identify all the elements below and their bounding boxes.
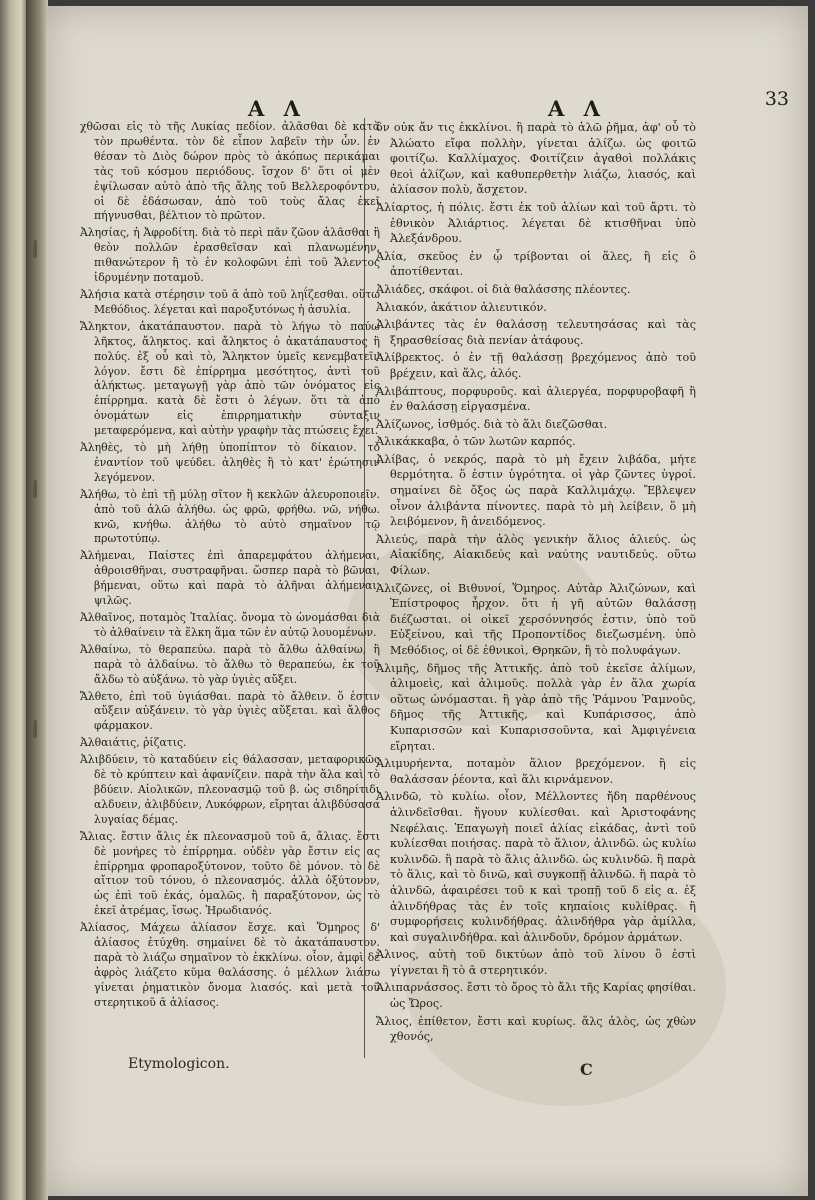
footer-title: Etymologicon. [128,1056,230,1072]
entry-paragraph: Ἀλικάκκαβα, ὁ τῶν λωτῶν καρπός. [376,435,576,449]
entry-paragraph: Ἀλησίας, ἡ Ἀφροδίτη. διὰ τὸ περὶ πᾶν ζῶον ἀλᾶσθαι ἢ θεὸν πολλῶν ἐρασθεῖσαν καὶ πλανωμένην. πιθανώτερον ἢ τὸ ἐν κολοφῶνι ἐπὶ τοῦ Ἄλεντος ἱδρυμένην ποταμοῦ. [80,226,380,285]
entry-paragraph: Ἀλιβάντες τὰς ἐν θαλάσσῃ τελευτησάσας καὶ τὰς ξηρασθείσας διὰ πενίαν ἀτάφους. [376,318,696,347]
entry-paragraph: Ἀλίβας, ὁ νεκρός, παρὰ τὸ μὴ ἔχειν λιβάδα, μήτε θερμότητα. ὅ ἐστιν ὑγρότητα. οἱ γὰρ ζῶντες ὑγροί. σημαίνει δὲ ὄξος ὡς παρὰ Καλλιμάχῳ. Ἔβλεψεν οἶνον ἀλιβάντα πίνοντες. παρὰ τὸ μὴ λείβειν, ὅ μὴ λειβόμενον, ἢ ἀνειδόμενος. [376,452,696,529]
previous-page-edge [0,0,26,1200]
entry-paragraph: Ἀλιακόν, ἀκάτιον ἁλιευτικόν. [376,300,547,314]
running-head-right: Α Λ [548,96,606,121]
entry-paragraph: Ἀλήθω, τὸ ἐπὶ τῇ μύλῃ σῖτον ἢ κεκλῶν ἀλευροποιεῖν. ἀπὸ τοῦ ἀλῶ ἀλήθω. ὡς φρῶ, φρήθω. νῶ, νήθω. κνῶ, κνήθω. ἀλήθω τὸ αὐτὸ σημαῖνον τῷ πρωτοτύπῳ. [80,487,380,546]
signature-mark: C [580,1060,593,1079]
binding-thread [33,480,37,498]
entry-paragraph: Ἀλθαῖνος, ποταμὸς Ἰταλίας. ὄνομα τὸ ὠνομάσθαι διὰ τὸ ἀλθαίνειν τὰ ἕλκη ἅμα τῶν ἐν αὐτῷ λουομένων. [80,611,380,639]
entry-paragraph: Ἀλήμεναι, Παίστες ἐπὶ ἀπαρεμφάτου ἀλήμεναι, ἀθροισθῆναι, συστραφῆναι. ὥσπερ παρὰ τὸ βῶναι, βήμεναι, οὕτω καὶ παρὰ τὸ ἀλῆναι ἀλήμεναι, ψιλῶς. [80,549,380,608]
entry-paragraph: Ἀλθαίνω, τὸ θεραπεύω. παρὰ τὸ ἄλθω ἀλθαίνω, ἢ παρὰ τὸ ἀλδαίνω. τὸ ἄλθω τὸ θεραπεύω, ἐκ τοῦ ἄλδω τὸ αὐξάνω. τὸ γὰρ ὑγιὲς αὔξει. [80,642,380,686]
entry-paragraph: Ἀλιμυρήεντα, ποταμὸν ἅλιον βρεχόμενον. ἢ εἰς θαλάσσαν ῥέοντα, καὶ ἅλι κιρνάμενον. [376,757,696,786]
entry-paragraph: Ἀληθὲς, τὸ μὴ λήθῃ ὑποπίπτον τὸ δίκαιον. τὸ ἐναντίον τοῦ ψεύδει. ἀληθὲς ἢ τὸ κατ' ἐρώτησιν λεγόμενον. [80,441,380,484]
entry-paragraph: Ἀλίασος, Μάχεω ἀλίασον ἔσχε. καὶ Ὅμηρος δ' ἀλίασος ἐτύχθη. σημαίνει δὲ τὸ ἀκατάπαυστον. παρὰ τὸ λιάζω σημαῖνον τὸ ἐκκλίνω. οἷον, ἀμφὶ δὲ ἀφρὸς λιάζετο κῦμα θαλάσσης. ὁ μέλλων λιάσω γίνεται ῥηματικὸν ὄνομα λιασός. καὶ μετὰ τοῦ στερητικοῦ ᾱ ἀλίασος. [80,921,380,1009]
entry-paragraph: ὃν οὐκ ἄν τις ἐκκλίνοι. ἢ παρὰ τὸ ἀλῶ ῥῆμα, ἀφ' οὗ τὸ Ἀλώατο εἴφα πολλὴν, γίνεται ἀλίζω. ὡς φοιτῶ φοιτίζω. Καλλίμαχος. Φοιτίζειν ἀγαθοὶ πολλάκις θεοὶ ἀλίζων, καὶ καθυπερθετὴν λιάζω, λιασός, καὶ ἀλίασον πολὺ, ἄσχετον. [376,121,696,197]
entry-paragraph: Ἀλιβδύειν, τὸ καταδύειν εἰς θάλασσαν, μεταφορικῶς δὲ τὸ κρύπτειν καὶ ἀφανίζειν. παρὰ τὴν ἅλα καὶ τὸ βδύειν. Αἰολικῶν, πλεονασμῷ τοῦ β. ὡς σιδηρίτιδι αλδυειν, ἀλιβδύειν, Λυκόφρων, εἴρηται ἀλιβδύσασα λυγαίας δέμας. [80,753,380,826]
entry-paragraph: Ἀλιπαρνάσσος. ἔστι τὸ ὄρος τὸ ἄλι τῆς Καρίας φησίθαι. ὡς Ὤρος. [376,981,696,1011]
entry-paragraph: Ἀλίζωνος, ἰσθμός. διὰ τὸ ἅλι διεζῶσθαι. [376,417,608,431]
entry-paragraph: χθῶσαι εἰς τὸ τῆς Λυκίας πεδίον. ἀλᾶσθαι δὲ κατὰ τὸν πρωθέντα. τὸν δὲ εἶπον λαβεῖν τὴν ὧν. ἐν θέσαν τὸ Διὸς δώρον πρὸς τὸ ἀκόπως περικάμαι τὰς τοῦ κόσμου περιόδους. ἴσχον δ' ὅτι οἱ μὲν ἐψίλωσαν αὐτὸ ἀπὸ τῆς ἄλης τοῦ Βελλεροφόντου, οἱ δὲ ἐδάσωσαν, ἀπὸ τοῦ τοὺς ἄλας ἐκεῖ πήγνυσθαι, βέλτιον τὸ πρῶτον. [80,120,380,223]
binding-thread [33,720,37,738]
entry-paragraph: Ἀλήσια κατὰ στέρησιν τοῦ ᾱ ἀπὸ τοῦ ληΐζεσθαι. οὕτω Μεθόδιος. λέγεται καὶ παροξυτόνως ἡ ἀσυλία. [80,287,380,316]
entry-paragraph: Ἄληκτον, ἀκατάπαυστον. παρὰ τὸ λήγω τὸ παύω λῆκτος, ἄληκτος. καὶ ἄληκτος ὁ ἀκατάπαυστος ἢ πολύς. ἐξ οὗ καὶ τὸ, Ἄληκτον ὑμεῖς κενεμβατεῖν λόγον. ἔστι δὲ ἐπίρρημα μεσότητος, ἀντὶ τοῦ ἀλήκτως. μεταγωγῇ γὰρ ἀπὸ τῶν ὀνόματος εἰς ἐπίρρημα. κατὰ δὲ ἔστι ὁ λέγων. ὅτι τὰ ἀπὸ ὀνομάτων εἰς ἐπιρρηματικὴν σύνταξιν μεταφερόμενα, καὶ αὐτὴν γραφὴν τὰς πτώσεις ἔχει. [80,319,380,438]
book-binding [26,0,48,1200]
entry-paragraph: Ἀλίβρεκτος. ὁ ἐν τῇ θαλάσσῃ βρεχόμενος ἀπὸ τοῦ βρέχειν, καὶ ἅλς, ἁλός. [376,351,696,380]
page-number: 33 [764,88,789,110]
entry-paragraph: Ἀλθαιάτις, ῥίζατις. [80,736,187,750]
entry-paragraph: Ἀλιμῆς, δῆμος τῆς Ἀττικῆς. ἀπὸ τοῦ ἐκεῖσε ἀλίμων, ἀλιμοεὶς, καὶ ἀλιμοῦς. πολλὰ γὰρ ἐν ἅλα χωρία οὕτως ὠνόμασται. ἢ γὰρ ἀπὸ τῆς Ῥάμνου Ῥαμνοῦς, δῆμος τῆς Ἀττικῆς, καὶ Κυπάρισσος, ἀπὸ Κυπαρισσῶν καὶ Κυπαρισσοῦντα, καὶ Ἀμφιγένεια εἴρηται. [376,661,696,753]
entry-paragraph: Ἀλινδῶ, τὸ κυλίω. οἷον, Μέλλοντες ἤδη παρθένους ἀλινδεῖσθαι. ἤγουν κυλίεσθαι. καὶ Ἀριστοφάνης Νεφέλαις. Ἐπαγωγὴ ποιεῖ ἀλίας εἰκάδας, ἀντὶ τοῦ κυλίεσθαι ποιήσας. παρὰ τὸ ἅλιον, ἀλινδῶ. ὡς κυλίω κυλινδῶ. ἢ παρὰ τὸ ἅλις ἀλινδῶ. ὡς κυλινδῶ. ἢ παρὰ τὸ ἅλις, καὶ τὸ δινῶ, καὶ συγκοπῇ ἀλινδῶ. ἢ παρὰ τὸ ἀλινδῶ, ἀφαιρέσει τοῦ κ καὶ τροπῇ τοῦ δ εἰς α. ἐξ ἀλινδήθρας τὰς ἐν τοῖς κηπαίοις κυλίθρας. ἢ συμφορήσεις κυλινδήθρας. ἀλινδήθρα γὰρ ἀμίλλα, καὶ συγαλινδήθρα. καὶ ἀλινδοῦν, δρόμον ἁρμάτων. [376,790,696,944]
right-column [376,120,696,1047]
entry-paragraph: Ἀλίαρτος, ἡ πόλις. ἔστι ἐκ τοῦ ἀλίων καὶ τοῦ ἄρτι. τὸ ἐθνικὸν Ἀλιάρτιος. λέγεται δὲ κτισθῆναι ὑπὸ Ἀλεξάνδρου. [376,200,696,246]
binding-thread [33,240,37,258]
entry-paragraph: Ἀλινος, αὐτὴ τοῦ δικτύων ἀπὸ τοῦ λίνου ὃ ἐστὶ γίγνεται ἢ τὸ ᾱ στερητικόν. [376,948,696,977]
running-head-left: Α Λ [248,96,306,121]
entry-paragraph: Ἀλιζῶνες, οἱ Βιθυνοί, Ὅμηρος. Αὐτὰρ Ἀλιζώνων, καὶ Ἐπίστροφος ἦρχον. ὅτι ἡ γῆ αὐτῶν θαλάσσῃ διέζωσται. οἱ οἰκεῖ χερσόννησός ἐστιν, ὑπὸ τοῦ Εὐξείνου, καὶ τῆς Προποντίδος διεζωσμένη. ὑπὸ Μεθόδιος, οἱ δὲ ἐθνικοὶ, Θρηκῶν, ἢ τὸ πολυφάγων. [376,581,696,657]
entry-paragraph: Ἀλιεύς, παρὰ τὴν ἁλὸς γενικὴν ἅλιος ἁλιεύς. ὡς Αἰακίδης, Αἰακιδεύς καὶ ναύτης ναυτιδεύς. οὕτω Φίλων. [376,532,696,578]
left-column [80,120,380,1013]
entry-paragraph: Ἀλιάδες, σκάφοι. οἱ διὰ θαλάσσης πλέοντες. [376,282,631,296]
entry-paragraph: Ἄλιας. ἔστιν ἄλις ἐκ πλεονασμοῦ τοῦ ᾱ, ἄλιας. ἔστι δὲ μονήρες τὸ ἐπίρρημα. οὐδὲν γὰρ ἔστιν εἰς ας ἐπίρρημα φροπαροξύτονον, τοῦτο δὲ μόνον. τὸ δὲ αἴτιον τοῦ τόνου, ὁ πλεονασμός. ἀλλὰ ὀξύτονον, ὡς ἐπὶ τοῦ ἑκάς, ὁμαλῶς. ἢ παραξύτονον, ὡς τὸ ἐκεῖ ἀτρέμας, ἴσως. Ἡρωδιανός. [80,829,380,918]
entry-paragraph: Ἄλιος, ἐπίθετον, ἔστι καὶ κυρίως. ἅλς ἁλὸς, ὡς χθὼν χθονός, [376,1014,696,1044]
entry-paragraph: Ἀλιβάπτους, πορφυροῦς. καὶ ἁλιεργέα, πορφυροβαφῆ ἢ ἐν θαλάσσῃ εἰργασμένα. [376,384,696,414]
entry-paragraph: Ἄλθετο, ἐπὶ τοῦ ὑγιάσθαι. παρὰ τὸ ἄλθειν. ὅ ἐστιν αὔξειν αὐξάνειν. τὸ γὰρ ὑγιὲς αὔξεται. καὶ ἄλθος φάρμακον. [80,689,380,733]
entry-paragraph: Ἀλία, σκεῦος ἐν ᾧ τρίβονται οἱ ἅλες, ἢ εἰς ὃ ἀποτίθενται. [376,249,696,279]
